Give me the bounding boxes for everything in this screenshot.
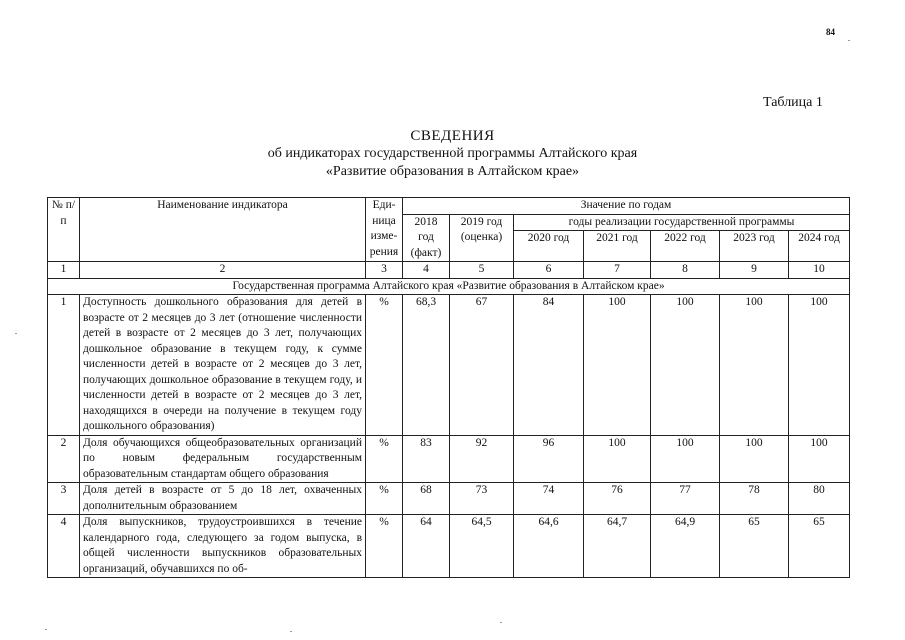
program-row — [48, 278, 850, 295]
value-2023: 78 — [720, 483, 789, 515]
header-year-2023: 2023 год — [720, 231, 789, 262]
scan-speck — [500, 622, 502, 623]
indicator-name: Доступность дошкольного образования для детей в возрасте от 2 месяцев до 3 лет (отношение численности детей в возрасте от 2 месяцев до 3 лет, получающих дошкольное образование в текущем году, к сумме численности детей в возрасте от 2 месяцев до 3 лет, получающих дошкольное образование в текущем году, и численности детей в возрасте от 2 месяцев до 3 лет, находящихся в очереди на получение в текущем году дошкольного образования) — [80, 295, 366, 436]
value-2018: 64 — [403, 515, 450, 578]
value-2024: 65 — [789, 515, 850, 578]
value-2022: 100 — [651, 435, 720, 483]
value-2018: 68 — [403, 483, 450, 515]
scan-speck — [290, 631, 292, 632]
value-2019: 64,5 — [450, 515, 514, 578]
value-2018: 68,3 — [403, 295, 450, 436]
header-year-2024: 2024 год — [789, 231, 850, 262]
value-2018: 83 — [403, 435, 450, 483]
indicator-unit: % — [366, 483, 403, 515]
header-year-2020: 2020 год — [514, 231, 584, 262]
value-2019: 67 — [450, 295, 514, 436]
value-2022: 100 — [651, 295, 720, 436]
title-subtitle-line-2: «Развитие образования в Алтайском крае» — [325, 164, 580, 179]
header-year-2021: 2021 год — [584, 231, 651, 262]
title-subtitle-line-1: об индикаторах государственной программы Алтайского края — [267, 146, 638, 161]
column-number: 4 — [403, 262, 450, 279]
indicator-name: Доля обучающихся общеобразовательных организаций по новым федеральным государственным образовательным стандартам общего образования — [80, 435, 366, 483]
program-title: Государственная программа Алтайского края «Развитие образования в Алтайском крае» — [48, 278, 850, 295]
value-2021: 64,7 — [584, 515, 651, 578]
value-2022: 77 — [651, 483, 720, 515]
column-number: 7 — [584, 262, 651, 279]
indicator-unit: % — [366, 515, 403, 578]
indicator-name: Доля выпускников, трудоустроившихся в течение календарного года, следующего за годом выпуска, в общей численности выпускников образовательных организаций, обучавшихся по об- — [80, 515, 366, 578]
header-program-years: годы реализации государственной программы — [514, 214, 850, 231]
column-number: 2 — [80, 262, 366, 279]
value-2020: 64,6 — [514, 515, 584, 578]
indicator-unit: % — [366, 435, 403, 483]
value-2020: 74 — [514, 483, 584, 515]
scan-speck — [45, 629, 47, 630]
header-year-2018: 2018 год (факт) — [403, 214, 450, 262]
row-num: 1 — [48, 295, 80, 436]
column-number: 10 — [789, 262, 850, 279]
indicator-unit: % — [366, 295, 403, 436]
column-numbers-row — [48, 262, 850, 279]
title-heading: СВЕДЕНИЯ — [410, 128, 495, 144]
row-num: 4 — [48, 515, 80, 578]
header-unit: Еди-ница изме-рения — [366, 198, 403, 262]
indicators-table — [47, 197, 850, 578]
value-2019: 92 — [450, 435, 514, 483]
table-row — [48, 295, 850, 436]
column-number: 6 — [514, 262, 584, 279]
header-values-by-year: Значение по годам — [403, 198, 850, 215]
value-2022: 64,9 — [651, 515, 720, 578]
header-row-1 — [48, 198, 850, 215]
value-2024: 100 — [789, 295, 850, 436]
column-number: 5 — [450, 262, 514, 279]
document-title — [0, 127, 905, 181]
value-2020: 84 — [514, 295, 584, 436]
value-2023: 65 — [720, 515, 789, 578]
value-2021: 100 — [584, 435, 651, 483]
value-2024: 100 — [789, 435, 850, 483]
value-2019: 73 — [450, 483, 514, 515]
table-row — [48, 435, 850, 483]
column-number: 1 — [48, 262, 80, 279]
value-2023: 100 — [720, 435, 789, 483]
header-year-2019: 2019 год (оценка) — [450, 214, 514, 262]
header-name: Наименование индикатора — [80, 198, 366, 262]
table-label: Таблица 1 — [763, 95, 823, 110]
page-number: 84 — [826, 27, 835, 37]
scan-speck — [848, 40, 850, 41]
row-num: 2 — [48, 435, 80, 483]
column-number: 8 — [651, 262, 720, 279]
indicator-name: Доля детей в возрасте от 5 до 18 лет, охваченных дополнительным образованием — [80, 483, 366, 515]
column-number: 3 — [366, 262, 403, 279]
value-2020: 96 — [514, 435, 584, 483]
header-year-2022: 2022 год — [651, 231, 720, 262]
column-number: 9 — [720, 262, 789, 279]
value-2024: 80 — [789, 483, 850, 515]
row-num: 3 — [48, 483, 80, 515]
value-2023: 100 — [720, 295, 789, 436]
table-row — [48, 483, 850, 515]
table-row — [48, 515, 850, 578]
scan-speck — [15, 333, 17, 334]
value-2021: 100 — [584, 295, 651, 436]
value-2021: 76 — [584, 483, 651, 515]
header-num: № п/п — [48, 198, 80, 262]
